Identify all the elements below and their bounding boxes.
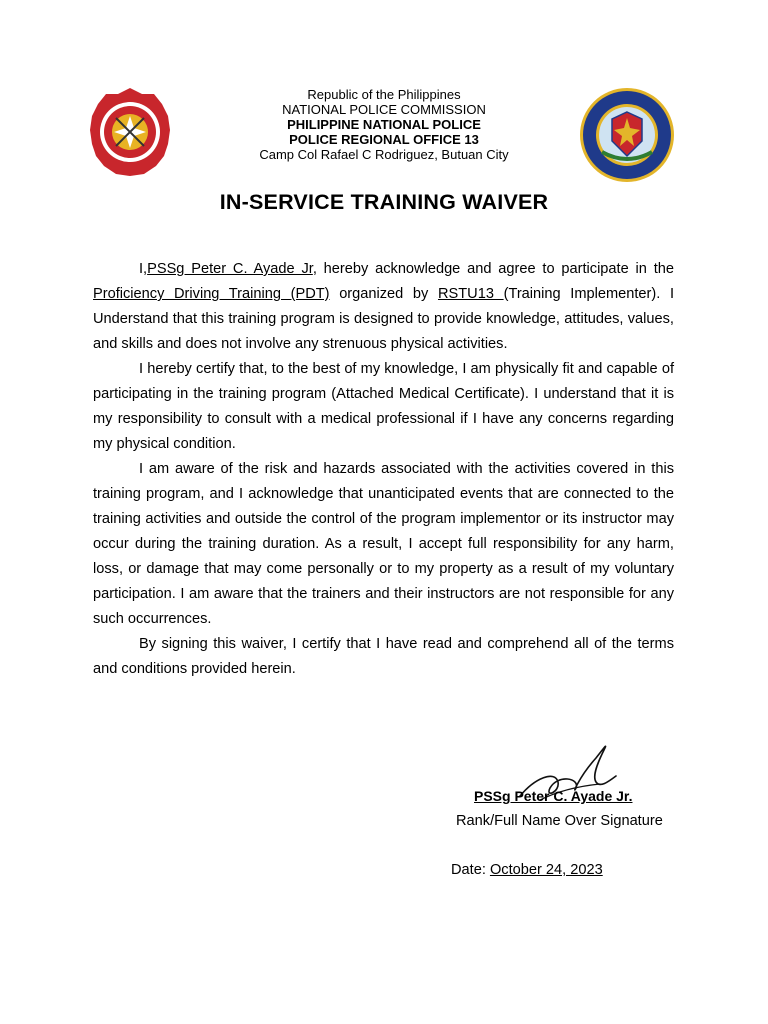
- p1-end: (Training Implementer). I Understand that this training program is designed to provide knowledge, attitudes, values, and skills and does not involve any strenuous physical activities.: [93, 286, 674, 352]
- date-value: October 24, 2023: [489, 862, 603, 878]
- paragraph-1: [93, 257, 674, 357]
- paragraph-2: I hereby certify that, to the best of my knowledge, I am physically fit and capable of participating in the training program (Attached Medical Certificate). I understand that it is my responsibility to consult with a medical professional if I have any concerns regarding my physical condition.: [93, 361, 674, 452]
- document-title: IN-SERVICE TRAINING WAIVER: [219, 190, 549, 214]
- p1-mid1: , hereby acknowledge and agree to participate in the: [312, 261, 674, 277]
- signatory-name: PSSg Peter C. Ayade Jr.: [474, 788, 633, 804]
- p1-mid2: organized by: [329, 286, 438, 302]
- header-pnp: PHILIPPINE NATIONAL POLICE: [287, 117, 481, 132]
- header-commission: NATIONAL POLICE COMMISSION: [282, 102, 486, 117]
- signature-caption: Rank/Full Name Over Signature: [456, 813, 663, 829]
- header-regional-office: POLICE REGIONAL OFFICE 13: [289, 132, 479, 147]
- date-label: Date:: [451, 862, 490, 878]
- training-implementer: RSTU13: [437, 286, 504, 302]
- p1-start: I,: [139, 261, 148, 277]
- pro13-logo: [578, 86, 676, 184]
- letterhead: [200, 87, 568, 162]
- header-address: Camp Col Rafael C Rodriguez, Butuan City: [259, 147, 509, 162]
- paragraph-3: I am aware of the risk and hazards associated with the activities covered in this training program, and I acknowledge that unanticipated events that are connected to the training activities and outside the control of the program implementor or its instructor may occur during the training duration. As a result, I accept full responsibility for any harm, loss, or damage that may come personally or to my property as a result of my voluntary participation. I am aware that the trainers and their instructors are not responsible for any such occurrences.: [93, 461, 674, 627]
- pnp-logo: [88, 86, 172, 178]
- training-name: Proficiency Driving Training (PDT): [93, 286, 330, 302]
- participant-name: PSSg Peter C. Ayade Jr: [147, 261, 313, 277]
- header-republic: Republic of the Philippines: [307, 87, 461, 102]
- waiver-body: [93, 257, 674, 682]
- date-row: [451, 862, 603, 878]
- paragraph-4: By signing this waiver, I certify that I have read and comprehend all of the terms and conditions provided herein.: [93, 636, 674, 677]
